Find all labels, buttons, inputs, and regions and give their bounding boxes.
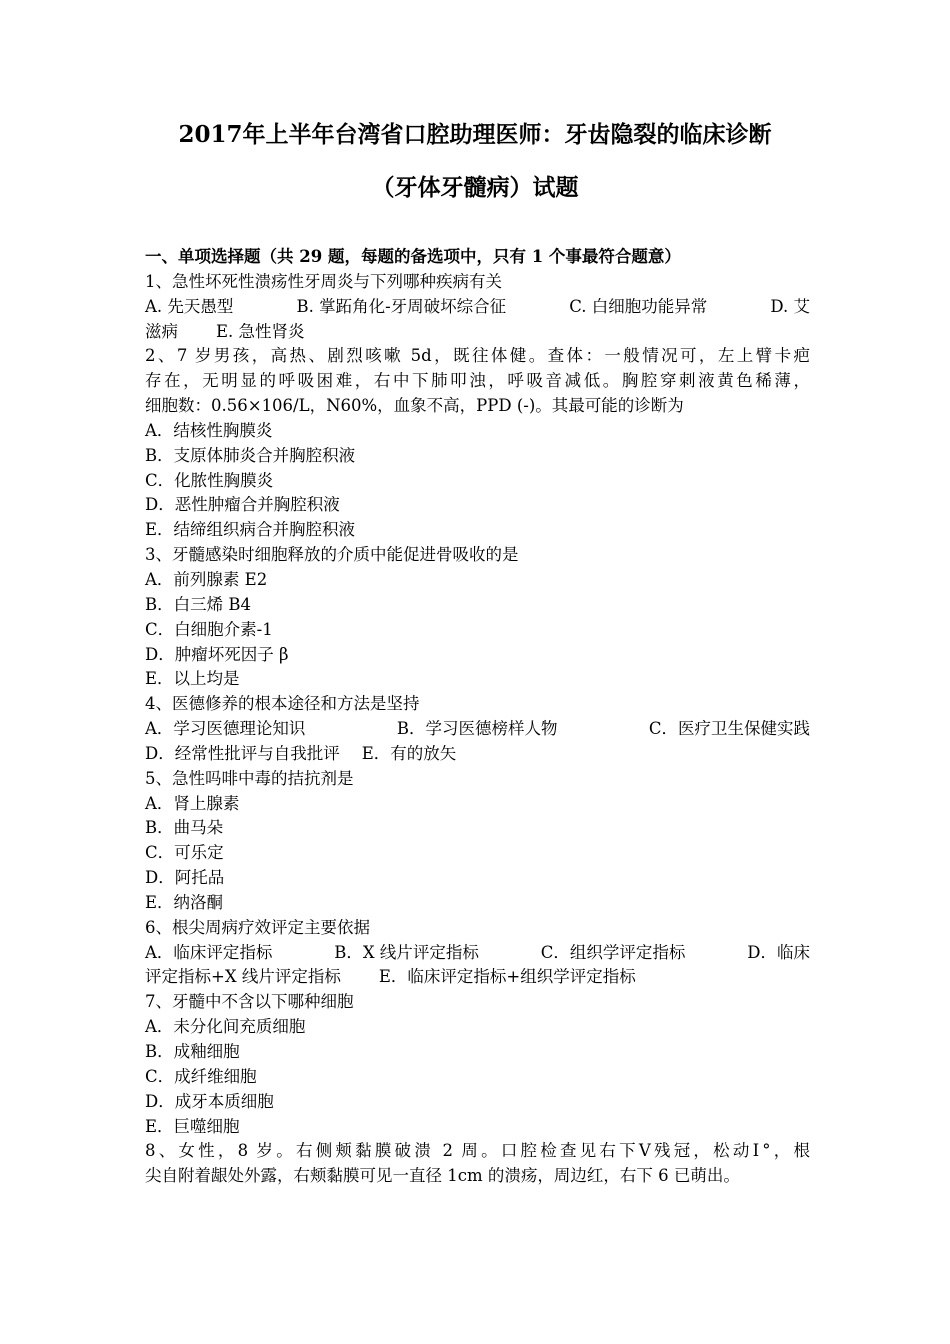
question-8-stem-line-1: 8、女性，8 岁。右侧颊黏膜破溃 2 周。口腔检查见右下Ⅴ残冠，松动Ⅰ°，根 bbox=[145, 1141, 810, 1161]
question-3-stem: 3、牙髓感染时细胞释放的介质中能促进骨吸收的是 bbox=[145, 545, 519, 565]
question-4-stem: 4、医德修养的根本途径和方法是坚持 bbox=[145, 694, 420, 714]
question-3-option-d: D．肿瘤坏死因子 β bbox=[145, 644, 289, 664]
question-1-options-row-2 bbox=[145, 320, 810, 345]
question-3-option-b: B．白三烯 B4 bbox=[145, 594, 251, 614]
question-3-option-a: A．前列腺素 E2 bbox=[145, 569, 268, 589]
document-body bbox=[145, 245, 810, 1189]
question-1-option-e: E. 急性肾炎 bbox=[216, 321, 305, 341]
question-1-option-d: D. 艾 bbox=[770, 296, 810, 316]
question-2-stem-line-1: 2、7 岁男孩，高热、剧烈咳嗽 5d，既往体健。查体：一般情况可，左上臂卡疤 bbox=[145, 346, 810, 366]
question-2-option-d: D．恶性肿瘤合并胸腔积液 bbox=[145, 495, 340, 515]
question-1-options-row-1 bbox=[145, 295, 810, 320]
question-3-option-c: C．白细胞介素-1 bbox=[145, 619, 273, 639]
question-2-option-e: E．结缔组织病合并胸腔积液 bbox=[145, 520, 356, 540]
question-5-option-b: B．曲马朵 bbox=[145, 818, 224, 838]
question-7-option-e: E．巨噬细胞 bbox=[145, 1116, 240, 1136]
question-6-option-d-cont: 评定指标+X 线片评定指标 bbox=[145, 967, 341, 987]
question-5-option-a: A．肾上腺素 bbox=[145, 793, 240, 813]
question-4-options-row-2 bbox=[145, 742, 810, 767]
question-7-option-d: D．成牙本质细胞 bbox=[145, 1091, 274, 1111]
question-6-options-row-2 bbox=[145, 965, 810, 990]
question-6-stem: 6、根尖周病疗效评定主要依据 bbox=[145, 917, 370, 937]
question-6-options-row-1 bbox=[145, 941, 810, 966]
question-1-option-d-cont: 滋病 bbox=[145, 321, 178, 341]
question-2-stem-line-3: 细胞数：0.56×106/L，N60%，血象不高，PPD (-)。其最可能的诊断为 bbox=[145, 396, 684, 416]
question-1-option-b: B. 掌跖角化-牙周破坏综合征 bbox=[296, 296, 507, 316]
question-7-stem: 7、牙髓中不含以下哪种细胞 bbox=[145, 992, 354, 1012]
document-title-line-2: （牙体牙髓病）试题 bbox=[371, 174, 579, 201]
question-6-option-c: C．组织学评定指标 bbox=[540, 942, 686, 962]
question-5-stem: 5、急性吗啡中毒的拮抗剂是 bbox=[145, 768, 354, 788]
question-4-option-e: E．有的放矢 bbox=[361, 743, 457, 763]
section-heading: 一、单项选择题（共 29 题，每题的备选项中，只有 1 个事最符合题意） bbox=[145, 247, 681, 266]
question-1-option-a: A. 先天愚型 bbox=[145, 296, 234, 316]
question-1-option-c: C. 白细胞功能异常 bbox=[569, 296, 708, 316]
question-5-option-d: D．阿托品 bbox=[145, 868, 225, 888]
question-6-option-d: D．临床 bbox=[747, 942, 810, 962]
question-7-option-c: C．成纤维细胞 bbox=[145, 1066, 257, 1086]
question-4-option-b: B．学习医德榜样人物 bbox=[396, 719, 558, 739]
question-2-stem-line-2: 存在，无明显的呼吸困难，右中下肺叩浊，呼吸音减低。胸腔穿刺液黄色稀薄， bbox=[145, 371, 810, 391]
question-4-option-d: D．经常性批评与自我批评 bbox=[145, 743, 340, 763]
question-5-option-e: E．纳洛酮 bbox=[145, 892, 224, 912]
question-6-option-e: E．临床评定指标+组织学评定指标 bbox=[378, 967, 636, 987]
question-3-option-e: E．以上均是 bbox=[145, 669, 240, 689]
question-1-stem: 1、急性坏死性溃疡性牙周炎与下列哪种疾病有关 bbox=[145, 271, 502, 291]
question-5-option-c: C．可乐定 bbox=[145, 843, 224, 863]
question-6-option-a: A．临床评定指标 bbox=[145, 942, 273, 962]
question-2-option-a: A．结核性胸膜炎 bbox=[145, 420, 273, 440]
question-7-option-a: A．未分化间充质细胞 bbox=[145, 1017, 306, 1037]
question-2-option-b: B．支原体肺炎合并胸腔积液 bbox=[145, 445, 356, 465]
question-2-option-c: C．化脓性胸膜炎 bbox=[145, 470, 274, 490]
question-4-option-c: C．医疗卫生保健实践 bbox=[648, 719, 810, 739]
question-6-option-b: B．X 线片评定指标 bbox=[334, 942, 479, 962]
question-7-option-b: B．成釉细胞 bbox=[145, 1042, 240, 1061]
question-8-stem-line-2: 尖自附着龈处外露，右颊黏膜可见一直径 1cm 的溃疡，周边红，右下 6 已萌出。 bbox=[145, 1166, 740, 1186]
question-4-option-a: A．学习医德理论知识 bbox=[145, 719, 306, 739]
question-4-options-row-1 bbox=[145, 717, 810, 742]
document-title-line-1: 2017年上半年台湾省口腔助理医师：牙齿隐裂的临床诊断 bbox=[178, 121, 772, 148]
